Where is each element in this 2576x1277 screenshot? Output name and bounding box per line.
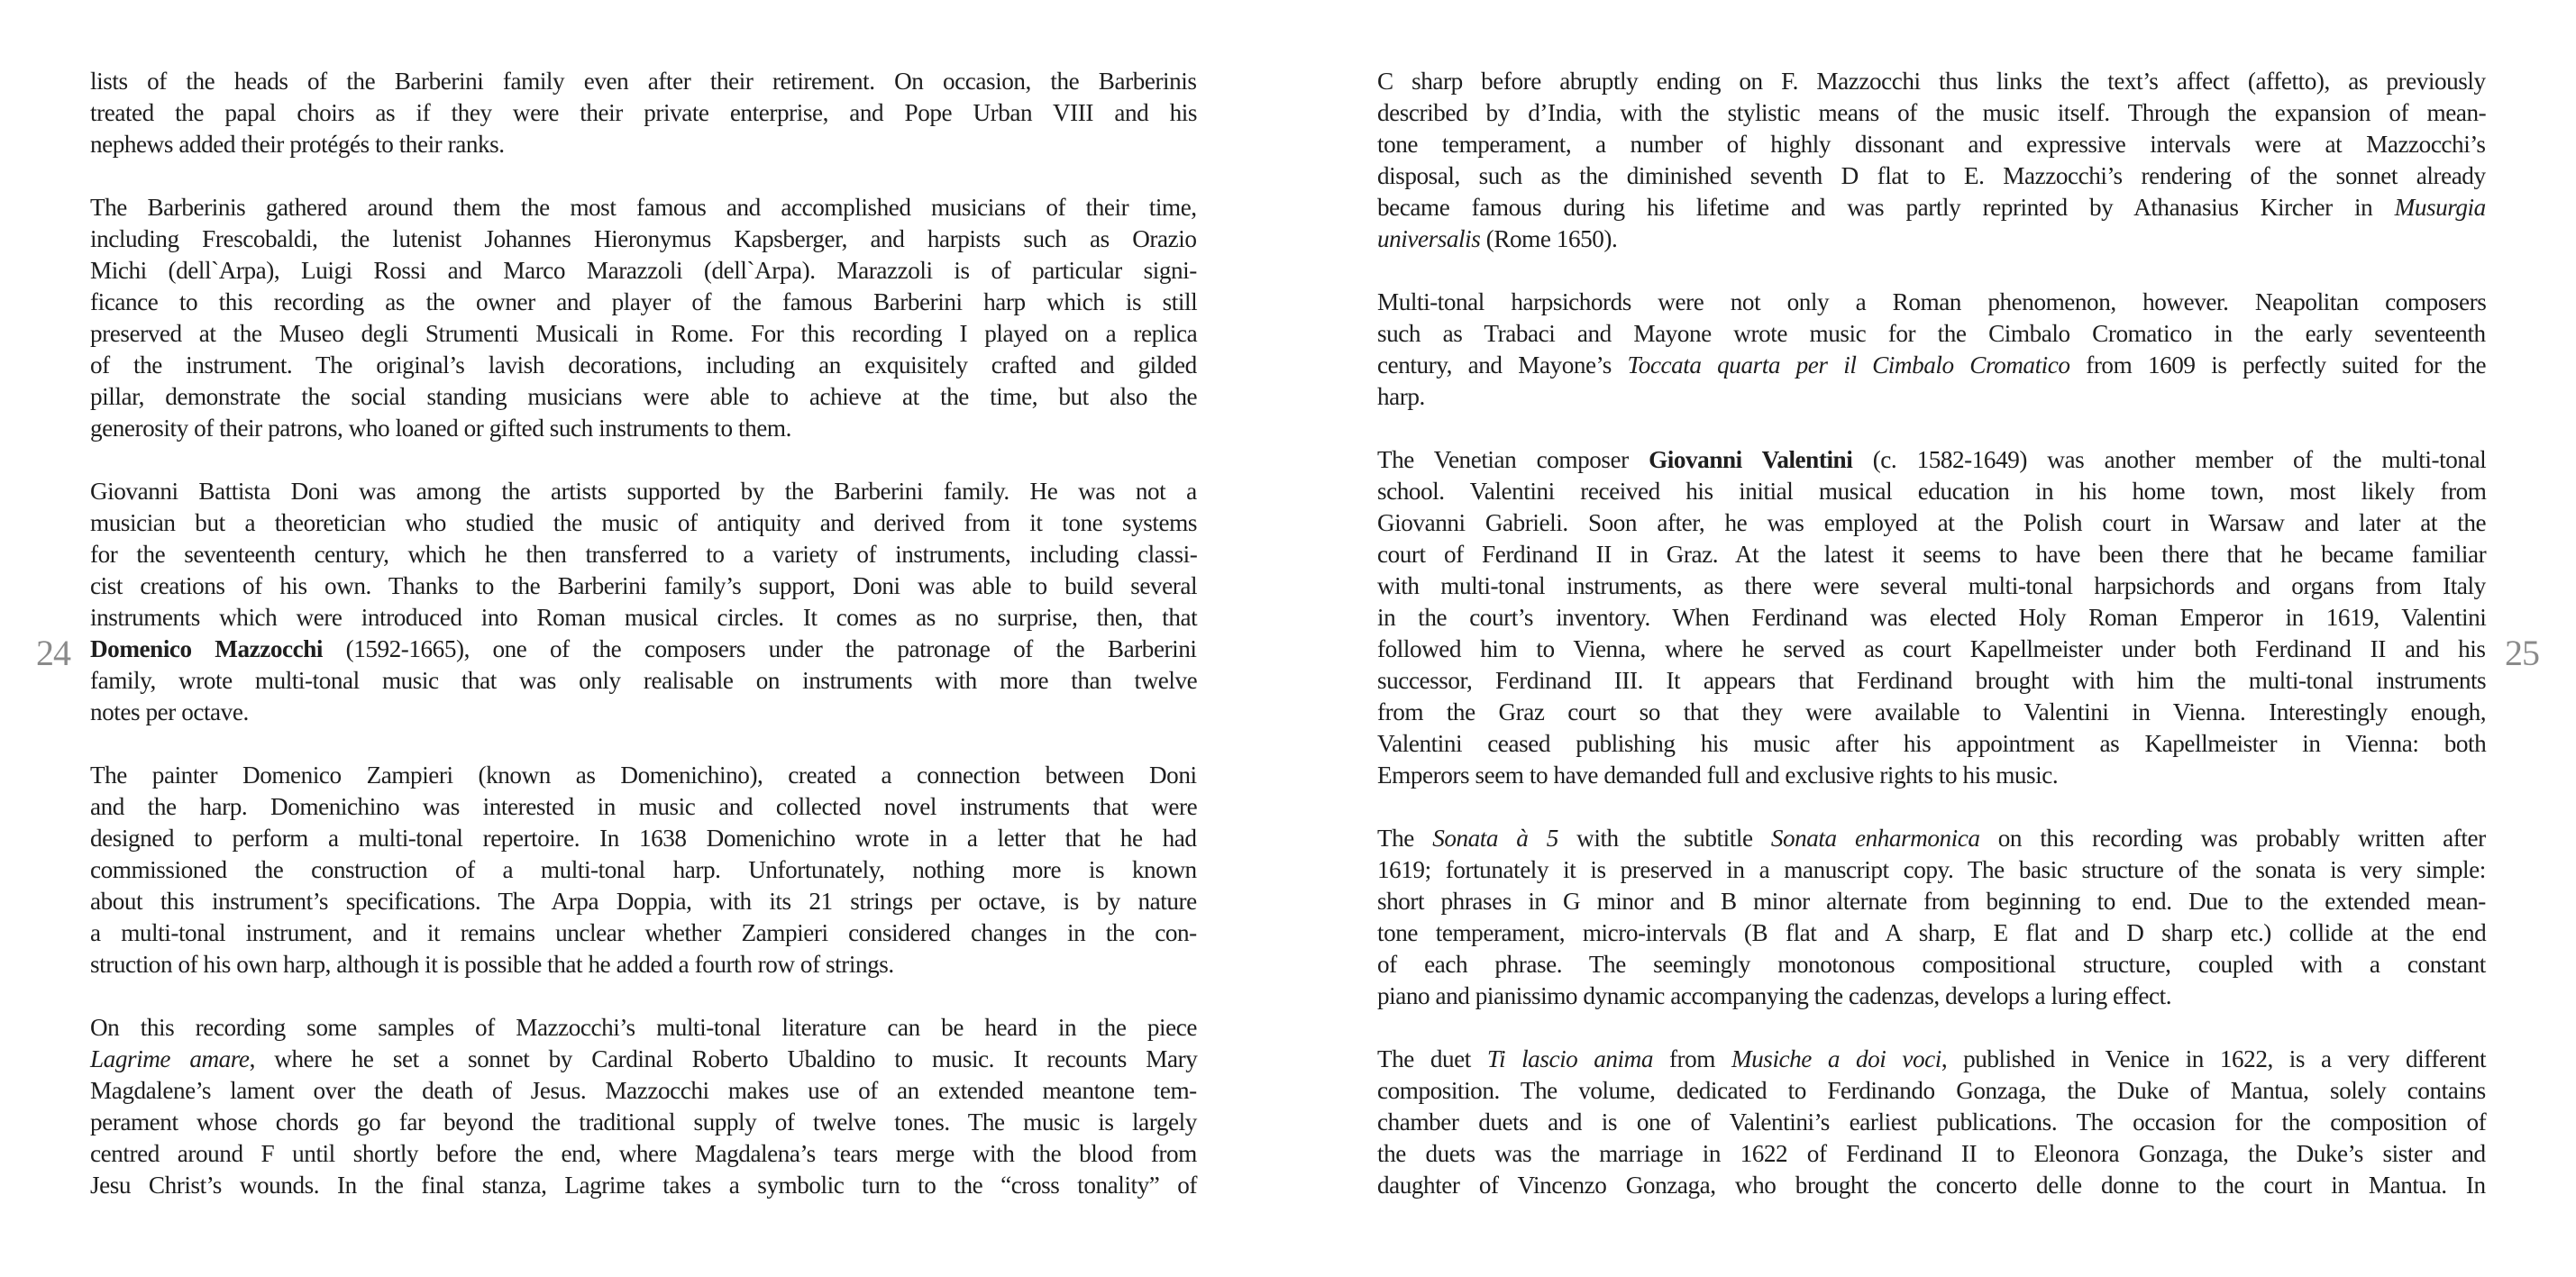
text-run: family, wrote multi-tonal music that was only realisable on instruments with more than twelve xyxy=(90,667,1198,694)
text-line xyxy=(90,1138,1197,1170)
text-run: school. Valentini received his initial musical education in his home town, most likely from xyxy=(1377,478,2487,505)
text-line xyxy=(1377,697,2486,728)
text-line xyxy=(90,1044,1197,1075)
text-run: the duets was the marriage in 1622 of Ferdinand II to Eleonora Gonzaga, the Duke’s sister and xyxy=(1377,1140,2486,1167)
text-run: composition. The volume, dedicated to Ferdinando Gonzaga, the Duke of Mantua, solely contains xyxy=(1377,1077,2486,1104)
text-line xyxy=(1377,917,2486,949)
body-paragraph xyxy=(90,192,1197,444)
text-run: of the instrument. The original’s lavish decorations, including an exquisitely crafted and gilded xyxy=(90,351,1197,379)
text-line xyxy=(90,886,1197,917)
text-run: The xyxy=(1377,825,1433,852)
page-number-left: 24 xyxy=(36,633,70,673)
text-run: in the court’s inventory. When Ferdinand was elected Holy Roman Emperor in 1619, Valentini xyxy=(1377,604,2487,631)
text-line xyxy=(90,223,1197,255)
bold-name: Giovanni Valentini xyxy=(1649,446,1853,473)
text-line xyxy=(1377,539,2486,570)
text-run: Michi (dell`Arpa), Luigi Rossi and Marco Marazzoli (dell`Arpa). Marazzoli is of particular signi- xyxy=(90,257,1197,284)
text-line xyxy=(90,760,1197,791)
text-run: from xyxy=(1653,1045,1731,1072)
text-run: Emperors seem to have demanded full and exclusive rights to his music. xyxy=(1377,762,2059,789)
text-run: successor, Ferdinand III. It appears that Ferdinand brought with him the multi-tonal instruments xyxy=(1377,667,2487,694)
text-line xyxy=(1377,1107,2486,1138)
text-run: , where he set a sonnet by Cardinal Roberto Ubaldino to music. It recounts Mary xyxy=(249,1045,1198,1072)
text-run: a multi-tonal instrument, and it remains unclear whether Zampieri considered changes in the con- xyxy=(90,919,1197,946)
text-line xyxy=(90,413,1197,444)
text-line xyxy=(1377,854,2486,886)
italic-title: Toccata quarta per il Cimbalo Cromatico xyxy=(1627,351,2070,379)
text-line xyxy=(1377,886,2486,917)
text-line xyxy=(90,602,1197,634)
text-run: court of Ferdinand II in Graz. At the latest it seems to have been there that he became familiar xyxy=(1377,541,2487,568)
text-line xyxy=(1377,66,2486,97)
italic-title: Lagrime amare xyxy=(90,1045,250,1072)
italic-title: Ti lascio anima xyxy=(1486,1045,1653,1072)
text-line xyxy=(90,97,1197,129)
text-line xyxy=(90,129,1197,160)
text-line xyxy=(90,1012,1197,1044)
text-run: about this instrument’s specifications. The Arpa Doppia, with its 21 strings per octave, is by nature xyxy=(90,888,1197,915)
text-line xyxy=(90,287,1197,318)
text-run: 1619; fortunately it is preserved in a manuscript copy. The basic structure of the sonata is very simple: xyxy=(1377,856,2486,883)
text-line xyxy=(1377,1138,2486,1170)
text-line xyxy=(1377,1170,2486,1201)
text-run: designed to perform a multi-tonal repertoire. In 1638 Domenichino wrote in a letter that he had xyxy=(90,825,1197,852)
text-line xyxy=(1377,665,2486,697)
page-number-right: 25 xyxy=(2505,633,2539,673)
text-line xyxy=(90,1107,1197,1138)
text-run: Giovanni Battista Doni was among the artists supported by the Barberini family. He was not a xyxy=(90,478,1197,505)
text-run: struction of his own harp, although it is possible that he added a fourth row of strings. xyxy=(90,951,894,978)
left-text-column xyxy=(90,66,1197,1233)
text-run: disposal, such as the diminished seventh D flat to E. Mazzocchi’s rendering of the sonnet already xyxy=(1377,162,2486,189)
text-run: with the subtitle xyxy=(1557,825,1771,852)
text-run: for the seventeenth century, which he then transferred to a variety of instruments, including classi- xyxy=(90,541,1198,568)
text-line xyxy=(1377,192,2486,223)
text-run: perament whose chords go far beyond the traditional supply of twelve tones. The music is largely xyxy=(90,1108,1197,1136)
body-paragraph xyxy=(1377,1044,2486,1201)
text-line xyxy=(90,697,1197,728)
right-text-column xyxy=(1377,66,2486,1233)
body-paragraph xyxy=(1377,823,2486,1012)
text-line xyxy=(90,192,1197,223)
text-line xyxy=(1377,97,2486,129)
text-run: on this recording was probably written after xyxy=(1979,825,2486,852)
italic-title: Sonata enharmonica xyxy=(1770,825,1980,852)
body-paragraph xyxy=(90,1012,1197,1201)
text-line xyxy=(1377,350,2486,381)
text-run: such as Trabaci and Mayone wrote music for the Cimbalo Cromatico in the early seventeenth xyxy=(1377,320,2486,347)
text-line xyxy=(90,66,1197,97)
text-line xyxy=(1377,728,2486,760)
text-line xyxy=(90,665,1197,697)
text-line xyxy=(90,1075,1197,1107)
text-run: The duet xyxy=(1377,1045,1487,1072)
text-line xyxy=(1377,634,2486,665)
text-run: centred around F until shortly before the end, where Magdalena’s tears merge with the blood from xyxy=(90,1140,1197,1167)
text-run: The painter Domenico Zampieri (known as Domenichino), created a connection between Doni xyxy=(90,762,1197,789)
text-run: preserved at the Museo degli Strumenti Musicali in Rome. For this recording I played on a replica xyxy=(90,320,1198,347)
text-line xyxy=(90,1170,1197,1201)
text-line xyxy=(90,570,1197,602)
text-line xyxy=(90,634,1197,665)
text-line xyxy=(1377,949,2486,981)
text-line xyxy=(90,917,1197,949)
text-line xyxy=(1377,1075,2486,1107)
text-line xyxy=(90,318,1197,350)
text-run: commissioned the construction of a multi-tonal harp. Unfortunately, nothing more is known xyxy=(90,856,1197,883)
text-run: Multi-tonal harpsichords were not only a Roman phenomenon, however. Neapolitan composers xyxy=(1377,288,2487,315)
text-run: century, and Mayone’s xyxy=(1377,351,1628,379)
italic-title: Musiche a doi voci xyxy=(1731,1045,1941,1072)
text-line xyxy=(1377,223,2486,255)
text-run: Giovanni Gabrieli. Soon after, he was employed at the Polish court in Warsaw and later at the xyxy=(1377,509,2487,536)
text-line xyxy=(90,476,1197,507)
text-run: daughter of Vincenzo Gonzaga, who brought the concerto delle donne to the court in Mantua. In xyxy=(1377,1172,2486,1199)
text-line xyxy=(1377,444,2486,476)
italic-title: Sonata à 5 xyxy=(1432,825,1558,852)
text-line xyxy=(90,507,1197,539)
text-run: ficance to this recording as the owner and player of the famous Barberini harp which is still xyxy=(90,288,1198,315)
text-run: with multi-tonal instruments, as there were several multi-tonal harpsichords and organs from Italy xyxy=(1377,572,2486,599)
text-line xyxy=(1377,160,2486,192)
text-run: musician but a theoretician who studied the music of antiquity and derived from it tone systems xyxy=(90,509,1197,536)
text-run: Magdalene’s lament over the death of Jesus. Mazzocchi makes use of an extended meantone tem- xyxy=(90,1077,1197,1104)
text-run: The Venetian composer xyxy=(1377,446,1649,473)
text-line xyxy=(1377,476,2486,507)
text-line xyxy=(1377,287,2486,318)
text-run: harp. xyxy=(1377,383,1425,410)
text-run: including Frescobaldi, the lutenist Johannes Hieronymus Kapsberger, and harpists such as Orazio xyxy=(90,225,1197,252)
text-line xyxy=(90,350,1197,381)
text-line xyxy=(90,539,1197,570)
text-run: The Barberinis gathered around them the most famous and accomplished musicians of their time, xyxy=(90,194,1197,221)
text-line xyxy=(1377,318,2486,350)
text-run: chamber duets and is one of Valentini’s earliest publications. The occasion for the composition of xyxy=(1377,1108,2487,1136)
text-line xyxy=(90,255,1197,287)
text-line xyxy=(1377,1044,2486,1075)
body-paragraph xyxy=(90,760,1197,981)
text-run: cist creations of his own. Thanks to the Barberini family’s support, Doni was able to build several xyxy=(90,572,1198,599)
text-line xyxy=(1377,602,2486,634)
text-run: described by d’India, with the stylistic means of the music itself. Through the expansion of mean- xyxy=(1377,99,2487,126)
text-run: and the harp. Domenichino was interested in music and collected novel instruments that were xyxy=(90,793,1198,820)
text-run: , published in Venice in 1622, is a very different xyxy=(1941,1045,2487,1072)
text-line xyxy=(90,791,1197,823)
text-run: Jesu Christ’s wounds. In the final stanza, Lagrime takes a symbolic turn to the “cross tonality” of xyxy=(90,1172,1197,1199)
text-line xyxy=(1377,981,2486,1012)
text-run: tone temperament, a number of highly dissonant and expressive intervals were at Mazzocchi’s xyxy=(1377,131,2486,158)
text-line xyxy=(90,949,1197,981)
text-run: (Rome 1650). xyxy=(1480,225,1618,252)
text-line xyxy=(1377,570,2486,602)
italic-title: universalis xyxy=(1377,225,1481,252)
text-run: treated the papal choirs as if they were their private enterprise, and Pope Urban VIII and his xyxy=(90,99,1197,126)
italic-title: Musurgia xyxy=(2394,194,2486,221)
body-paragraph xyxy=(1377,444,2486,791)
text-run: pillar, demonstrate the social standing musicians were able to achieve at the time, but also the xyxy=(90,383,1198,410)
text-line xyxy=(1377,381,2486,413)
text-run: of each phrase. The seemingly monotonous compositional structure, coupled with a constant xyxy=(1377,951,2486,978)
text-run: followed him to Vienna, where he served as court Kapellmeister under both Ferdinand II and his xyxy=(1377,635,2486,662)
text-run: C sharp before abruptly ending on F. Mazzocchi thus links the text’s affect (affetto), as previously xyxy=(1377,68,2486,95)
text-line xyxy=(90,854,1197,886)
body-paragraph xyxy=(90,476,1197,728)
text-run: became famous during his lifetime and was partly reprinted by Athanasius Kircher in xyxy=(1377,194,2395,221)
text-line xyxy=(1377,760,2486,791)
text-run: lists of the heads of the Barberini family even after their retirement. On occasion, the Barberinis xyxy=(90,68,1197,95)
text-run: nephews added their protégés to their ranks. xyxy=(90,131,505,158)
text-run: notes per octave. xyxy=(90,698,249,725)
text-line xyxy=(1377,129,2486,160)
text-run: generosity of their patrons, who loaned or gifted such instruments to them. xyxy=(90,415,791,442)
text-run: instruments which were introduced into Roman musical circles. It comes as no surprise, then, that xyxy=(90,604,1198,631)
text-run: Valentini ceased publishing his music after his appointment as Kapellmeister in Vienna: both xyxy=(1377,730,2487,757)
text-line xyxy=(1377,823,2486,854)
text-line xyxy=(90,381,1197,413)
text-line xyxy=(1377,507,2486,539)
bold-name: Domenico Mazzocchi xyxy=(90,635,324,662)
text-run: short phrases in G minor and B minor alternate from beginning to end. Due to the extended mean- xyxy=(1377,888,2486,915)
text-run: On this recording some samples of Mazzocchi’s multi-tonal literature can be heard in the piece xyxy=(90,1014,1197,1041)
text-run: piano and pianissimo dynamic accompanying the cadenzas, develops a luring effect. xyxy=(1377,982,2172,1009)
body-paragraph xyxy=(1377,66,2486,255)
right-page xyxy=(1288,0,2576,1277)
body-paragraph xyxy=(1377,287,2486,413)
text-run: tone temperament, micro-intervals (B flat and A sharp, E flat and D sharp etc.) collide at the end xyxy=(1377,919,2487,946)
text-run: (1592-1665), one of the composers under the patronage of the Barberini xyxy=(323,635,1197,662)
body-paragraph xyxy=(90,66,1197,160)
text-line xyxy=(90,823,1197,854)
text-run: (c. 1582-1649) was another member of the multi-tonal xyxy=(1852,446,2487,473)
text-run: from 1609 is perfectly suited for the xyxy=(2069,351,2487,379)
text-run: from the Graz court so that they were available to Valentini in Vienna. Interestingly enough, xyxy=(1377,698,2487,725)
